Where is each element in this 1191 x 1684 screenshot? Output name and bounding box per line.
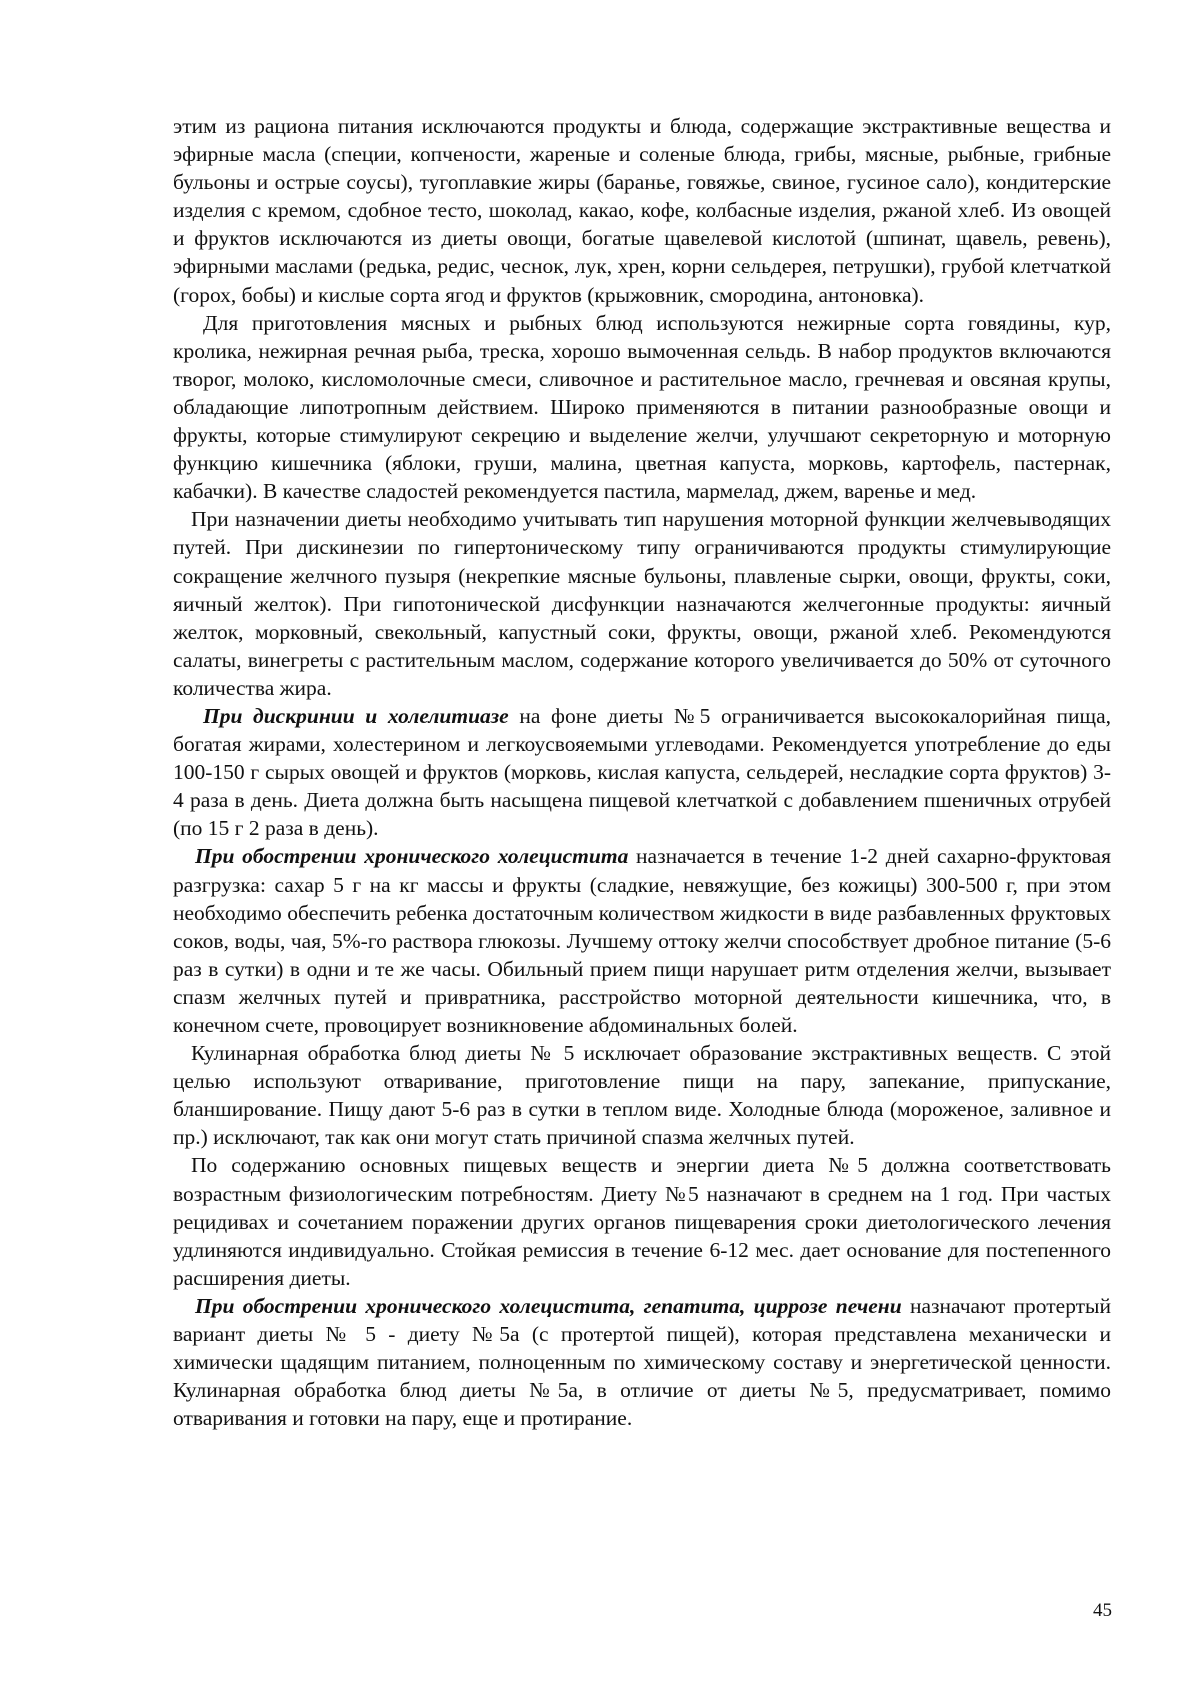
paragraph-text: Для приготовления мясных и рыбных блюд используются нежирные сорта говядины, кур, кролика, нежирная речная рыба, треска, хорошо вымоченная сельдь. В набор продуктов включаются творог, молоко, кисломолочные смеси, сливочное и растительное масло, гречневая и овсяная крупы, обладающие липотропным действием. Широко применяются в питании разнообразные овощи и фрукты, которые стимулируют секрецию и выделение желчи, улучшают секреторную и моторную функцию кишечника (яблоки, груши, малина, цветная капуста, морковь, картофель, пастернак, кабачки). В качестве сладостей рекомендуется пастила, мармелад, джем, варенье и мед.: [173, 310, 1111, 504]
paragraph-motor-dysfunction: [173, 505, 1111, 702]
paragraph-text: Кулинарная обработка блюд диеты № 5 исключает образование экстрактивных веществ. С этой целью используют отваривание, приготовление пищи на пару, запекание, припускание, бланширование. Пищу дают 5-6 раз в сутки в теплом виде. Холодные блюда (мороженое, заливное и пр.) исключают, так как они могут стать причиной спазма желчных путей.: [173, 1041, 1111, 1150]
page-number: 45: [1093, 1600, 1112, 1621]
paragraph-recommended-foods: [173, 309, 1111, 506]
paragraph-diet-5a: [173, 1292, 1111, 1432]
paragraph-excluded-foods: [173, 112, 1111, 309]
body-text: [173, 112, 1111, 1432]
paragraph-cholecystitis: [173, 842, 1111, 1039]
paragraph-text: По содержанию основных пищевых веществ и энергии диета №5 должна соответствовать возрастным физиологическим потребностям. Диету №5 назначают в среднем на 1 год. При частых рецидивах и сочетанием поражении других органов пищеварения сроки диетологического лечения удлиняются индивидуально. Стойкая ремиссия в течение 6-12 мес. дает основание для постепенного расширения диеты.: [173, 1153, 1111, 1290]
paragraph-text: назначается в течение 1-2 дней сахарно-фруктовая разгрузка: сахар 5 г на кг массы и фрукты (сладкие, невяжущие, без кожицы) 300-500 г, при этом необходимо обеспечить ребенка достаточным количеством жидкости в виде разбавленных фруктовых соков, воды, чая, 5%-го раствора глюкозы. Лучшему оттоку желчи способствует дробное питание (5-6 раз в сутки) в одни и те же часы. Обильный прием пищи нарушает ритм отделения желчи, вызывает спазм желчных путей и привратника, расстройство моторной деятельности кишечника, что, в конечном счете, провоцирует возникновение абдоминальных болей.: [173, 844, 1111, 1037]
paragraph-heading: При обострении хронического холецистита, гепатита, циррозе печени: [195, 1293, 902, 1318]
paragraph-heading: При дискринии и холелитиазе: [203, 703, 509, 728]
paragraph-dyscrinia: [173, 702, 1111, 842]
paragraph-nutrients: [173, 1151, 1111, 1291]
paragraph-text: назначают протертый вариант диеты № 5 - диету №5а (с протертой пищей), которая представлена механически и химически щадящим питанием, полноценным по химическому составу и энергетической ценности. Кулинарная обработка блюд диеты №5а, в отличие от диеты №5, предусматривает, помимо отваривания и готовки на пару, еще и протирание.: [173, 1293, 1112, 1431]
paragraph-text: При назначении диеты необходимо учитывать тип нарушения моторной функции желчевыводящих путей. При дискинезии по гипертоническому типу ограничиваются продукты стимулирующие сокращение желчного пузыря (некрепкие мясные бульоны, плавленые сырки, овощи, фрукты, соки, яичный желток). При гипотонической дисфункции назначаются желчегонные продукты: яичный желток, морковный, свекольный, капустный соки, фрукты, овощи, ржаной хлеб. Рекомендуются салаты, винегреты с растительным маслом, содержание которого увеличивается до 50% от суточного количества жира.: [173, 507, 1111, 700]
paragraph-text: этим из рациона питания исключаются продукты и блюда, содержащие экстрактивные вещества и эфирные масла (специи, копчености, жареные и соленые блюда, грибы, мясные, рыбные, грибные бульоны и острые соусы), тугоплавкие жиры (баранье, говяжье, свиное, гусиное сало), кондитерские изделия с кремом, сдобное тесто, шоколад, какао, кофе, колбасные изделия, ржаной хлеб. Из овощей и фруктов исключаются из диеты овощи, богатые щавелевой кислотой (шпинат, щавель, ревень), эфирными маслами (редька, редис, чеснок, лук, хрен, корни сельдерея, петрушки), грубой клетчаткой (горох, бобы) и кислые сорта ягод и фруктов (крыжовник, смородина, антоновка).: [173, 114, 1111, 307]
paragraph-text: на фоне диеты №5 ограничивается высококалорийная пища, богатая жирами, холестерином и легкоусвояемыми углеводами. Рекомендуется употребление до еды 100-150 г сырых овощей и фруктов (морковь, кислая капуста, сельдерей, несладкие сорта фруктов) 3-4 раза в день. Диета должна быть насыщена пищевой клетчаткой с добавлением пшеничных отрубей (по 15 г 2 раза в день).: [173, 703, 1111, 841]
paragraph-heading: При обострении хронического холецистита: [195, 844, 629, 869]
paragraph-cooking: [173, 1039, 1111, 1151]
